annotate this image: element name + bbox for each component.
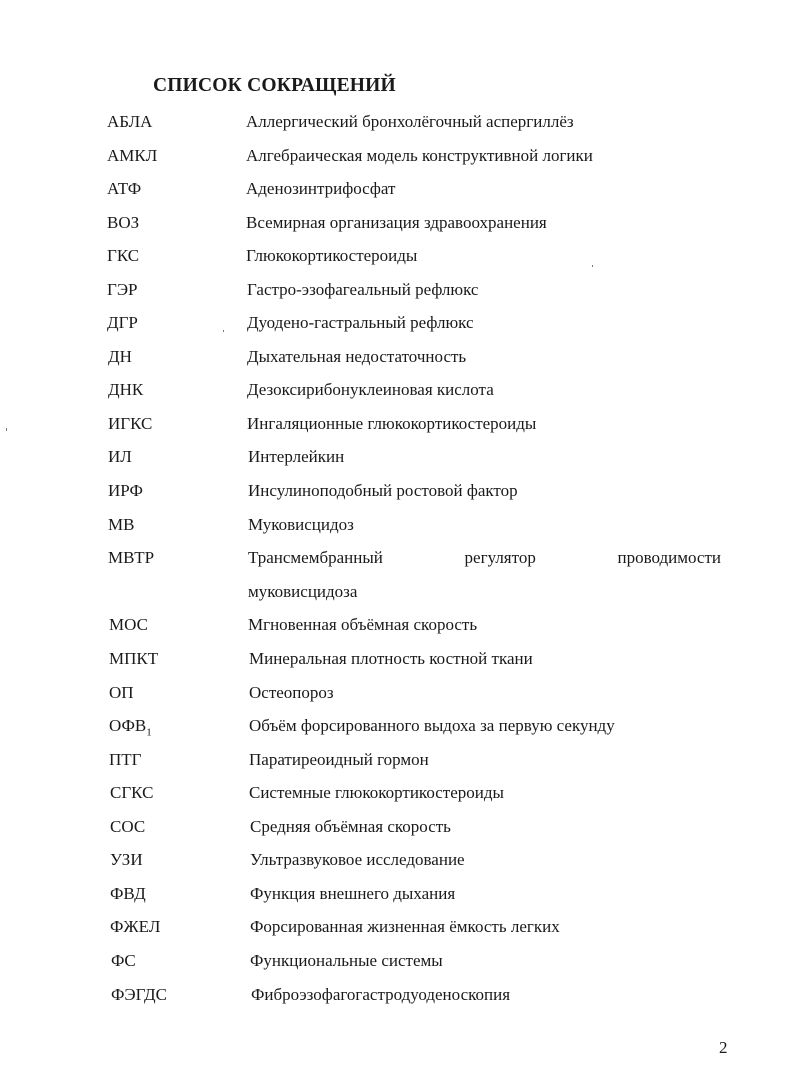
definition-continued: муковисцидоза <box>248 582 358 601</box>
abbreviation: МОС <box>109 615 148 634</box>
scan-speck <box>6 428 7 431</box>
abbreviation: МПКТ <box>109 649 159 668</box>
abbreviation: ОП <box>109 683 134 702</box>
list-item <box>0 380 797 414</box>
list-item <box>0 850 797 884</box>
list-item <box>0 213 797 247</box>
definition: Всемирная организация здравоохранения <box>246 213 547 232</box>
abbreviation: ФВД <box>110 884 146 903</box>
list-item <box>0 884 797 918</box>
list-item <box>0 750 797 784</box>
definition-first-line <box>248 548 721 568</box>
list-item <box>0 716 797 750</box>
abbreviation-subscript: 1 <box>146 726 152 739</box>
abbreviation: ФЭГДС <box>111 985 167 1004</box>
abbreviation: АТФ <box>107 179 142 198</box>
list-item <box>0 951 797 985</box>
definition: Ингаляционные глюкокортикостероиды <box>247 414 537 433</box>
list-item <box>0 313 797 347</box>
definition-word: Трансмембранный <box>248 548 383 567</box>
definition: Алгебраическая модель конструктивной логики <box>246 146 593 165</box>
abbreviation: ФС <box>111 951 136 970</box>
definition: Средняя объёмная скорость <box>250 817 451 836</box>
abbreviation: АБЛА <box>107 112 153 131</box>
list-item <box>0 548 797 616</box>
abbreviation: ФЖЕЛ <box>110 917 161 936</box>
list-item <box>0 683 797 717</box>
definition: Минеральная плотность костной ткани <box>249 649 533 668</box>
definition: Аллергический бронхолёгочный аспергиллёз <box>246 112 574 131</box>
page-number: 2 <box>719 1038 728 1057</box>
list-item <box>0 447 797 481</box>
list-item <box>0 347 797 381</box>
abbreviation: СОС <box>110 817 146 836</box>
list-item <box>0 817 797 851</box>
definition: Аденозинтрифосфат <box>246 179 396 198</box>
abbreviation: АМКЛ <box>107 146 158 165</box>
scan-speck <box>223 330 224 332</box>
definition: Дыхательная недостаточность <box>247 347 467 366</box>
abbreviation: ДН <box>108 347 132 366</box>
definition: Фиброэзофагогастродуоденоскопия <box>251 985 511 1004</box>
abbreviation: ДГР <box>107 313 138 332</box>
abbreviation: ГКС <box>107 246 140 265</box>
list-item <box>0 414 797 448</box>
definition: Форсированная жизненная ёмкость легких <box>250 917 560 936</box>
abbreviation: МВ <box>108 515 135 534</box>
abbreviation <box>109 716 152 738</box>
definition: Функция внешнего дыхания <box>250 884 456 903</box>
definition: Мгновенная объёмная скорость <box>248 615 478 634</box>
definition: Паратиреоидный гормон <box>249 750 429 769</box>
abbreviation: ДНК <box>108 380 144 399</box>
abbreviation: ВОЗ <box>107 213 140 232</box>
list-item <box>0 481 797 515</box>
list-item <box>0 783 797 817</box>
list-item <box>0 280 797 314</box>
list-item <box>0 917 797 951</box>
abbreviation-text: ОФВ <box>109 716 147 735</box>
abbreviation: ИРФ <box>108 481 143 500</box>
definition: Дезоксирибонуклеиновая кислота <box>247 380 494 399</box>
definition-word: проводимости <box>617 548 721 567</box>
list-item <box>0 112 797 146</box>
definition: Дуодено-гастральный рефлюкс <box>247 313 474 332</box>
definition: Инсулиноподобный ростовой фактор <box>248 481 518 500</box>
abbreviation: УЗИ <box>110 850 143 869</box>
list-item <box>0 146 797 180</box>
list-item <box>0 615 797 649</box>
list-item <box>0 515 797 549</box>
page-title: СПИСОК СОКРАЩЕНИЙ <box>153 75 396 96</box>
abbreviation: ИЛ <box>108 447 132 466</box>
list-item <box>0 649 797 683</box>
definition: Глюкокортикостероиды <box>246 246 418 265</box>
definition: Гастро-эзофагеальный рефлюкс <box>247 280 479 299</box>
definition-word: регулятор <box>464 548 536 567</box>
scan-speck <box>592 265 593 267</box>
definition: Ультразвуковое исследование <box>250 850 465 869</box>
list-item <box>0 246 797 280</box>
abbreviation: ИГКС <box>108 414 153 433</box>
abbreviation: ГЭР <box>107 280 138 299</box>
definition: Объём форсированного выдоха за первую секунду <box>249 716 615 735</box>
list-item <box>0 985 797 1019</box>
list-item <box>0 179 797 213</box>
abbreviation: МВТР <box>108 548 155 567</box>
abbreviation: ПТГ <box>109 750 142 769</box>
abbreviation: СГКС <box>110 783 154 802</box>
definition: Интерлейкин <box>248 447 345 466</box>
definition: Муковисцидоз <box>248 515 354 534</box>
definition: Функциональные системы <box>250 951 443 970</box>
definition: Остеопороз <box>249 683 334 702</box>
definition: Системные глюкокортикостероиды <box>249 783 504 802</box>
